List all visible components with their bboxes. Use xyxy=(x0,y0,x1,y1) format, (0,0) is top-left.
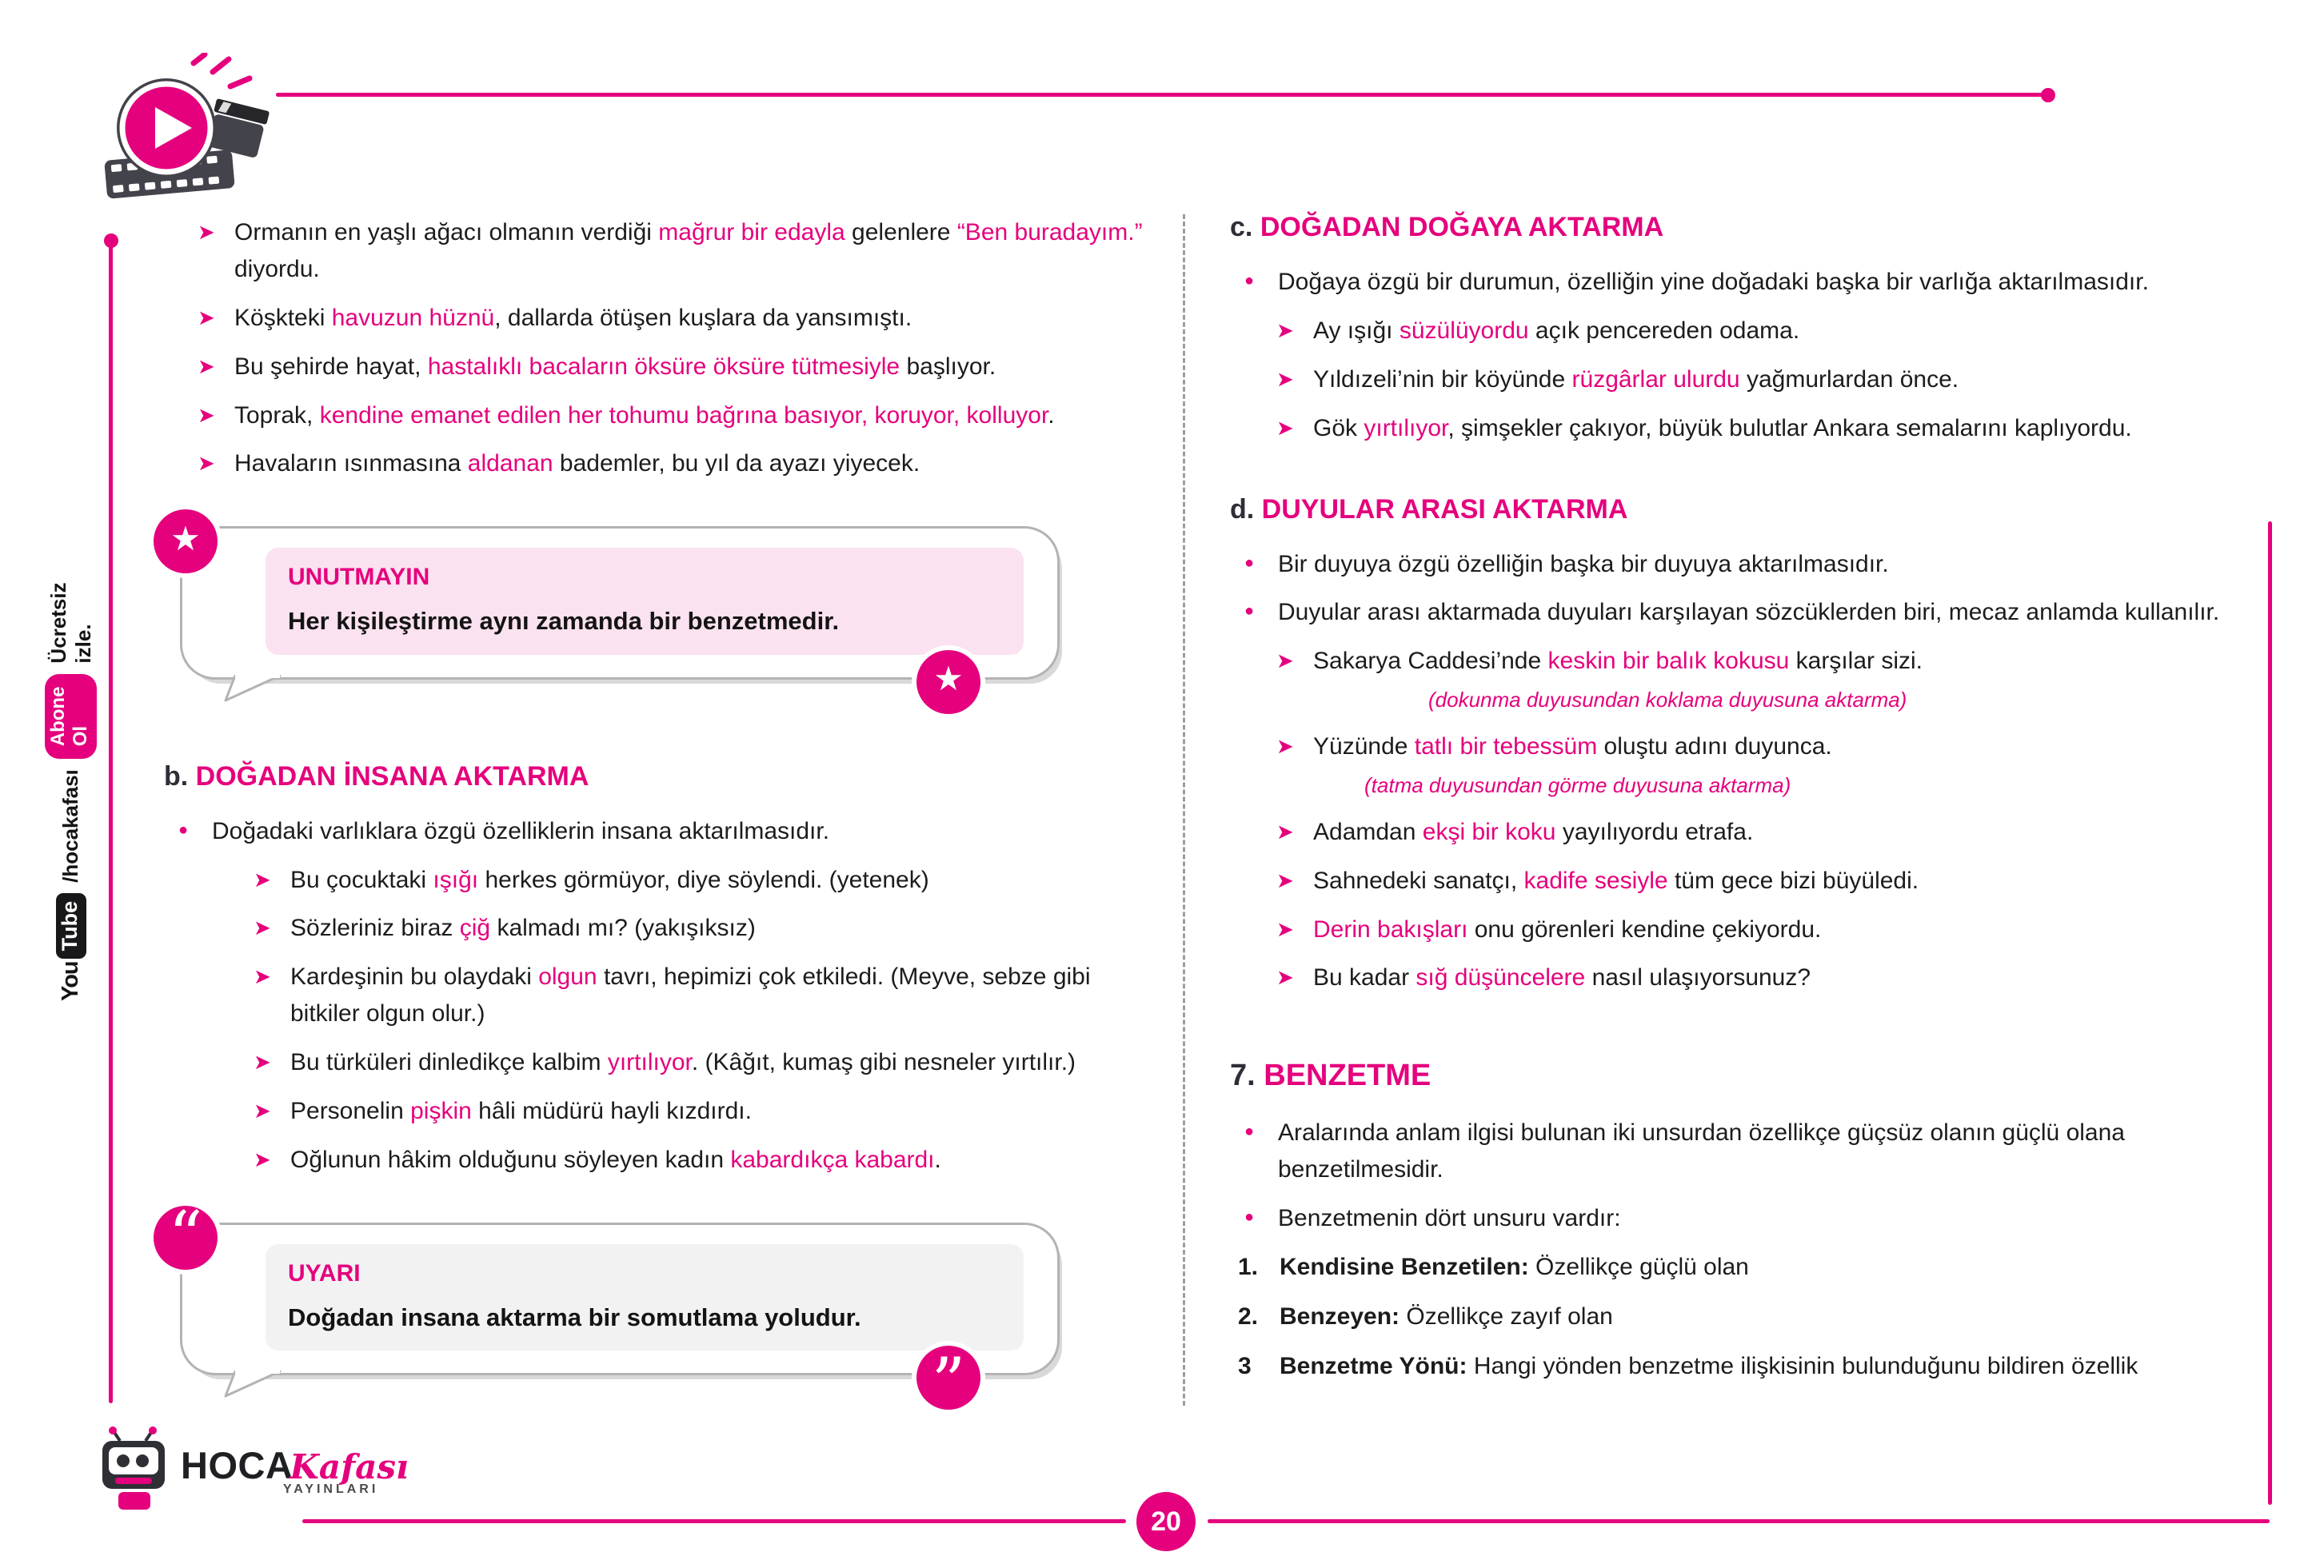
youtube-logo-tube: Tube xyxy=(56,893,86,960)
arrow-bullet-icon xyxy=(254,1044,290,1081)
list-item xyxy=(254,1044,1164,1081)
dot-bullet-icon xyxy=(1244,1200,1278,1237)
logo-hoca: HOCA xyxy=(181,1443,293,1486)
item-number: 1. xyxy=(1238,1254,1259,1281)
sidebar-tagline: Ücretsiz izle. xyxy=(46,582,95,664)
right-divider-line xyxy=(2268,521,2272,1505)
section-heading-b xyxy=(164,756,1164,797)
left-column xyxy=(164,214,1164,1375)
arrow-bullet-icon xyxy=(198,397,234,434)
list-item xyxy=(254,862,1164,899)
arrow-bullet-icon xyxy=(1276,643,1313,680)
list-item xyxy=(1276,361,2263,398)
star-icon xyxy=(916,650,980,714)
example-text: Oğlunun hâkim olduğunu söyleyen kadın kabardıkça kabardı. xyxy=(290,1146,941,1173)
warning-callout xyxy=(180,1223,1060,1375)
numbered-item xyxy=(1238,1249,2263,1286)
logo-kafasi: Kafası xyxy=(290,1446,409,1486)
section-label: 7. xyxy=(1230,1059,1256,1093)
example-text: Yüzünde tatlı bir tebessüm oluştu adını duyunca. xyxy=(1313,733,1832,760)
callout-title: UNUTMAYIN xyxy=(288,564,430,591)
list-item xyxy=(254,910,1164,947)
arrow-bullet-icon xyxy=(198,214,234,288)
bottom-divider-left xyxy=(302,1519,1126,1523)
channel-handle: /hocakafası xyxy=(58,769,82,883)
example-text: Sakarya Caddesi’nde keskin bir balık kokusu karşılar sizi. xyxy=(1313,648,1923,675)
section-intro xyxy=(1244,1115,2263,1188)
page-number-badge: 20 xyxy=(1136,1492,1196,1551)
intro-text: Aralarında anlam ilgisi bulunan iki unsurdan özellikçe güçsüz olanın güçlü olana benzetilmesidir. xyxy=(1278,1119,2125,1183)
section-title: DOĞADAN DOĞAYA AKTARMA xyxy=(1260,212,1664,242)
example-text: Köşkteki havuzun hüznü, dallarda ötüşen kuşlara da yansımıştı. xyxy=(234,304,912,331)
youtube-sidebar xyxy=(45,582,97,1001)
list-item xyxy=(1276,960,2263,996)
section-title: BENZETME xyxy=(1264,1059,1432,1093)
numbered-item xyxy=(1238,1299,2263,1335)
dot-bullet-icon xyxy=(1244,1115,1278,1188)
section-heading-c xyxy=(1230,206,2263,248)
list-item xyxy=(198,397,1164,434)
publisher-logo xyxy=(96,1425,409,1514)
speech-bubble-tail xyxy=(224,675,288,702)
arrow-bullet-icon xyxy=(198,300,234,337)
publisher-logo-text xyxy=(181,1443,409,1497)
section-heading-d xyxy=(1230,489,2263,530)
video-play-filmstrip-icon xyxy=(93,53,277,205)
list-item xyxy=(1276,814,2263,851)
list-item xyxy=(198,214,1164,288)
arrow-bullet-icon xyxy=(1276,313,1313,349)
section-label: c. xyxy=(1230,212,1253,242)
example-note: (dokunma duyusundan koklama duyusuna aktarma) xyxy=(1428,688,1907,712)
callout-body xyxy=(266,1244,1024,1351)
reminder-callout xyxy=(180,526,1060,679)
arrow-bullet-icon xyxy=(1276,960,1313,996)
dot-bullet-icon xyxy=(1244,594,1278,631)
dot-bullet-icon xyxy=(1244,264,1278,301)
star-icon xyxy=(170,522,201,561)
section-title: DOĞADAN İNSANA AKTARMA xyxy=(195,760,589,792)
example-text: Bu çocuktaki ışığı herkes görmüyor, diye söylendi. (yetenek) xyxy=(290,866,929,893)
example-text: Adamdan ekşi bir koku yayılıyordu etrafa. xyxy=(1313,818,1754,845)
list-item xyxy=(1276,410,2263,447)
callout-title: UYARI xyxy=(288,1259,361,1287)
example-text: Bu şehirde hayat, hastalıklı bacaların öksüre öksüre tütmesiyle başlıyor. xyxy=(234,353,996,380)
top-divider-line xyxy=(276,93,2045,97)
example-text: Bu türküleri dinledikçe kalbim yırtılıyor. (Kâğıt, kumaş gibi nesneler yırtılır.) xyxy=(290,1049,1076,1076)
star-icon xyxy=(933,662,964,701)
speech-bubble-tail xyxy=(224,1371,288,1398)
list-item xyxy=(1276,643,2263,680)
section-label: b. xyxy=(164,760,189,792)
arrow-bullet-icon xyxy=(254,862,290,899)
quote-open-icon xyxy=(169,1219,203,1256)
example-text: Kardeşinin bu olaydaki olgun tavrı, hepimizi çok etkiledi. (Meyve, sebze gibi bitkiler olgun olur.) xyxy=(290,964,1091,1027)
list-item xyxy=(254,1142,1164,1179)
example-text: Sözleriniz biraz çiğ kalmadı mı? (yakışıksız) xyxy=(290,915,756,942)
numbered-item xyxy=(1238,1348,2263,1385)
example-text: Ay ışığı süzülüyordu açık pencereden odama. xyxy=(1313,317,1800,344)
section-intro xyxy=(178,813,1164,850)
item-text: Benzeyen: Özellikçe zayıf olan xyxy=(1280,1303,1613,1330)
quote-close-icon xyxy=(916,1346,980,1410)
example-note: (tatma duyusundan görme duyusuna aktarma) xyxy=(1364,772,1791,797)
line-end-dot xyxy=(2041,88,2055,102)
item-number: 2. xyxy=(1238,1303,1259,1330)
section-intro xyxy=(1244,1200,2263,1237)
column-divider xyxy=(1183,214,1185,1406)
mascot-icon xyxy=(96,1425,173,1514)
section-c-examples xyxy=(1276,313,2263,447)
list-item xyxy=(1276,912,2263,948)
example-text: Derin bakışları onu görenleri kendine çekiyordu. xyxy=(1313,916,1822,943)
example-text: Bu kadar sığ düşüncelere nasıl ulaşıyorsunuz? xyxy=(1313,964,1811,991)
intro-text: Bir duyuya özgü özelliğin başka bir duyuya aktarılmasıdır. xyxy=(1278,550,1889,577)
bottom-divider-right xyxy=(1208,1519,2270,1523)
callout-text: Her kişileştirme aynı zamanda bir benzetmedir. xyxy=(288,607,840,636)
intro-text: Benzetmenin dört unsuru vardır: xyxy=(1278,1205,1621,1232)
intro-text: Doğadaki varlıklara özgü özelliklerin insana aktarılmasıdır. xyxy=(212,817,830,844)
example-text: Personelin pişkin hâli müdürü hayli kızdırdı. xyxy=(290,1098,752,1125)
section-heading-7 xyxy=(1230,1052,2263,1099)
quote-open-icon xyxy=(154,1206,218,1270)
example-text: Ormanın en yaşlı ağacı olmanın verdiği mağrur bir edayla gelenlere “Ben buradayım.” diyordu. xyxy=(234,219,1143,282)
personification-examples xyxy=(198,214,1164,482)
youtube-logo xyxy=(56,893,86,1001)
subscribe-badge: Abone Ol xyxy=(45,674,97,760)
star-icon xyxy=(154,509,218,573)
callout-body xyxy=(266,548,1024,654)
arrow-bullet-icon xyxy=(198,445,234,482)
list-item xyxy=(1276,728,2263,765)
arrow-bullet-icon xyxy=(1276,912,1313,948)
arrow-bullet-icon xyxy=(1276,728,1313,765)
logo-yayinlari: YAYINLARI xyxy=(283,1482,379,1496)
dot-bullet-icon xyxy=(1244,546,1278,583)
arrow-bullet-icon xyxy=(254,910,290,947)
section-intro xyxy=(1244,264,2263,301)
list-item xyxy=(198,445,1164,482)
arrow-bullet-icon xyxy=(1276,361,1313,398)
youtube-logo-you: You xyxy=(58,961,83,1001)
list-item xyxy=(1276,313,2263,349)
list-item xyxy=(198,300,1164,337)
left-divider-line xyxy=(109,240,113,1403)
arrow-bullet-icon xyxy=(254,959,290,1032)
arrow-bullet-icon xyxy=(198,349,234,385)
section-label: d. xyxy=(1230,493,1255,525)
intro-text: Duyular arası aktarmada duyuları karşılayan sözcüklerden biri, mecaz anlamda kullanılır. xyxy=(1278,599,2220,626)
section-intro xyxy=(1244,546,2263,583)
example-text: Sahnedeki sanatçı, kadife sesiyle tüm gece bizi büyüledi. xyxy=(1313,867,1919,894)
section-title: DUYULAR ARASI AKTARMA xyxy=(1261,493,1628,525)
section-d-examples xyxy=(1276,643,2263,996)
list-item xyxy=(1276,863,2263,900)
example-text: Havaların ısınmasına aldanan bademler, bu yıl da ayazı yiyecek. xyxy=(234,450,920,477)
item-number: 3 xyxy=(1238,1352,1252,1379)
arrow-bullet-icon xyxy=(1276,814,1313,851)
section-intro xyxy=(1244,594,2263,631)
list-item xyxy=(198,349,1164,385)
list-item xyxy=(254,959,1164,1032)
arrow-bullet-icon xyxy=(254,1093,290,1130)
list-item xyxy=(254,1093,1164,1130)
callout-text: Doğadan insana aktarma bir somutlama yoludur. xyxy=(288,1303,861,1331)
dot-bullet-icon xyxy=(178,813,212,850)
right-column xyxy=(1230,206,2263,1398)
intro-text: Doğaya özgü bir durumun, özelliğin yine doğadaki başka bir varlığa aktarılmasıdır. xyxy=(1278,269,2149,296)
arrow-bullet-icon xyxy=(254,1142,290,1179)
section-b-examples xyxy=(254,862,1164,1179)
quote-close-icon xyxy=(932,1359,966,1396)
example-text: Toprak, kendine emanet edilen her tohumu bağrına basıyor, koruyor, kolluyor. xyxy=(234,401,1055,429)
arrow-bullet-icon xyxy=(1276,410,1313,447)
item-text: Benzetme Yönü: Hangi yönden benzetme ilişkisinin bulunduğunu bildiren özellik xyxy=(1280,1352,2138,1379)
example-text: Gök yırtılıyor, şimşekler çakıyor, büyük bulutlar Ankara semalarını kaplıyordu. xyxy=(1313,414,2132,441)
item-text: Kendisine Benzetilen: Özellikçe güçlü olan xyxy=(1280,1254,1749,1281)
motion-dashes-icon xyxy=(194,54,250,86)
arrow-bullet-icon xyxy=(1276,863,1313,900)
example-text: Yıldızeli’nin bir köyünde rüzgârlar ulurdu yağmurlardan önce. xyxy=(1313,365,1959,393)
